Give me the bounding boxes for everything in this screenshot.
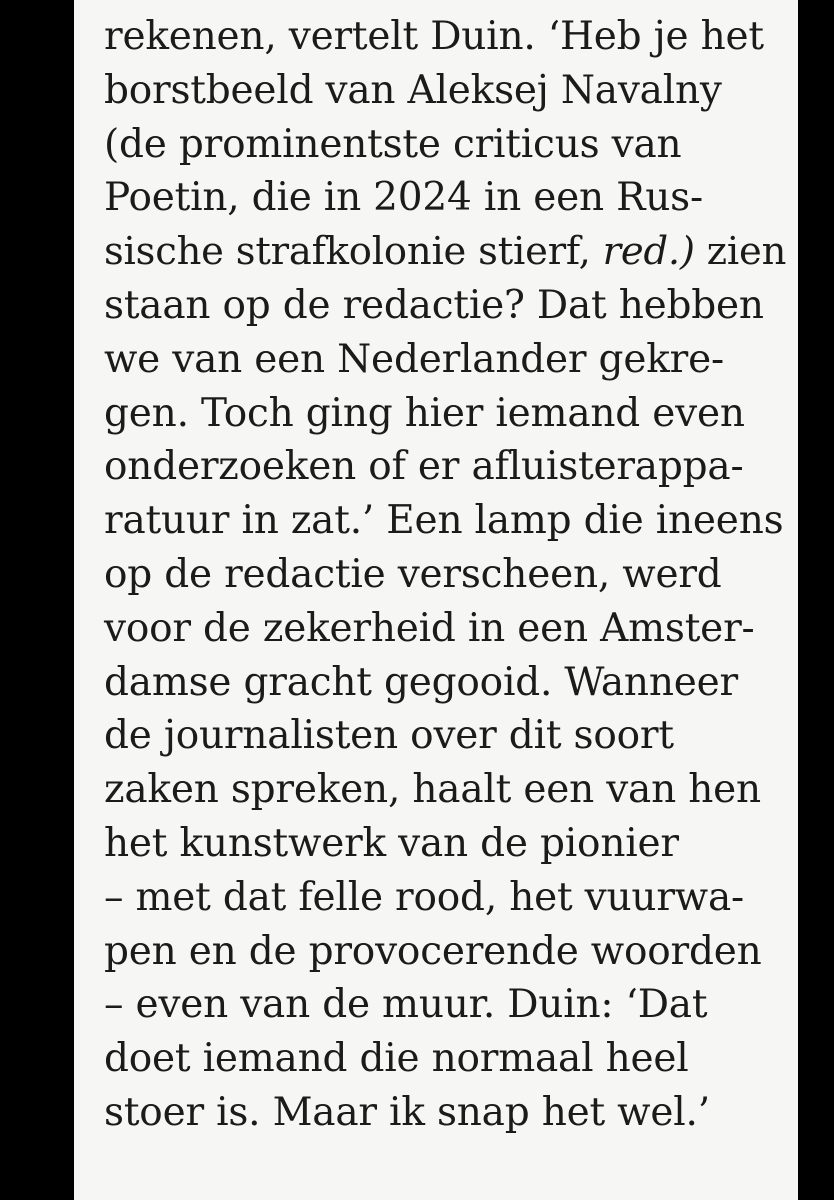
article-page [74, 0, 798, 1200]
text-line: onderzoeken of er afluisterappa- [104, 444, 744, 490]
text-line: we van een Nederlander gekre- [104, 336, 724, 382]
text-line: staan op de redactie? Dat hebben [104, 282, 764, 328]
text-line: ratuur in zat.’ Een lamp die ineens [104, 498, 784, 544]
text-line: Poetin, die in 2024 in een Rus- [104, 175, 703, 221]
text-line: damse gracht gegooid. Wanneer [104, 659, 738, 705]
text-line: zaken spreken, haalt een van hen [104, 767, 761, 813]
text-line: de journalisten over dit soort [104, 713, 674, 759]
text-line: (de prominentste criticus van [104, 121, 682, 167]
text-line: voor de zekerheid in een Amster- [104, 605, 755, 651]
text-line: – even van de muur. Duin: ‘Dat [104, 982, 708, 1028]
text-line: sische strafkolonie stierf, red.) zien [104, 229, 787, 275]
text-line: – met dat felle rood, het vuurwa- [104, 874, 745, 920]
text-line: pen en de provocerende woorden [104, 928, 762, 974]
editorial-note-italic: red.) [602, 229, 695, 275]
text-line: rekenen, vertelt Duin. ‘Heb je het [104, 14, 764, 59]
text-line: gen. Toch ging hier iemand even [104, 390, 745, 436]
text-line: doet iemand die normaal heel [104, 1036, 689, 1082]
text-line: op de redactie verscheen, werd [104, 551, 722, 597]
text-line: borstbeeld van Aleksej Navalny [104, 67, 722, 113]
text-line: stoer is. Maar ik snap het wel.’ [104, 1089, 710, 1135]
text-line: het kunstwerk van de pionier [104, 820, 679, 866]
article-text-column [104, 10, 794, 1140]
